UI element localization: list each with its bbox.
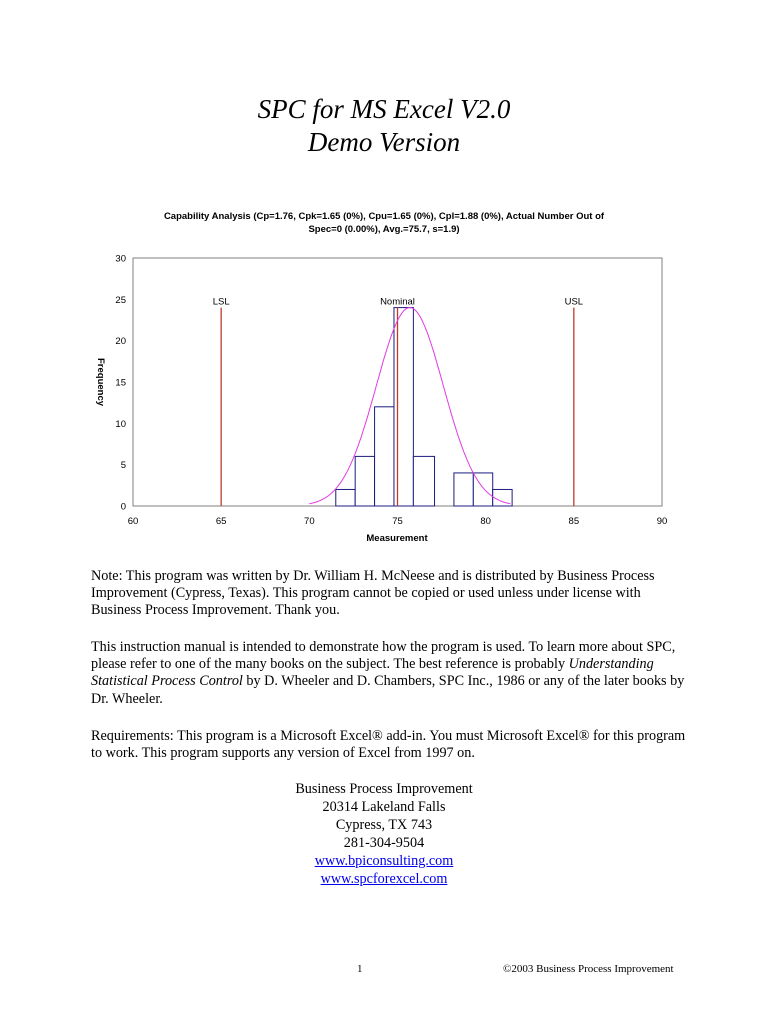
spec-label-lsl: LSL <box>212 296 230 308</box>
y-tick-label: 30 <box>115 253 126 265</box>
document-subtitle: Demo Version <box>307 127 461 157</box>
note-paragraph: Note: This program was written by Dr. William H. McNeese and is distributed by Business Process Improvement (Cypress, Texas). This program cannot be copied or used unless under license with Business Process Improvement. Thank you. <box>91 568 655 619</box>
x-tick-label: 90 <box>656 516 668 527</box>
y-tick-label: 15 <box>115 377 126 389</box>
y-tick-label: 5 <box>120 460 126 472</box>
x-tick-label: 85 <box>568 516 580 527</box>
y-axis-label: Frequency <box>95 357 106 407</box>
spcforexcel-link-row <box>0 871 768 889</box>
street-address: 20314 Lakeland Falls <box>322 799 446 815</box>
city-address: Cypress, TX 743 <box>335 817 433 833</box>
footer-copyright: ©2003 Business Process Improvement <box>503 963 674 975</box>
spcforexcel-link[interactable]: www.spcforexcel.com <box>320 871 448 887</box>
histogram-bar <box>413 456 434 506</box>
instruction-text-end: by D. Wheeler and D. Chambers, SPC Inc., 1986 or any of the later books by Dr. Wheeler. <box>91 673 685 707</box>
spec-label-usl: USL <box>564 296 584 308</box>
book-title: Understanding Statistical Process Control <box>91 656 654 690</box>
x-tick-label: 65 <box>215 516 227 527</box>
y-tick-label: 10 <box>115 418 126 430</box>
x-tick-label: 60 <box>127 516 139 527</box>
document-title: SPC for MS Excel V2.0 <box>257 94 511 124</box>
x-tick-label: 75 <box>392 516 403 527</box>
phone-number: 281-304-9504 <box>343 835 425 851</box>
bpiconsulting-link-row <box>0 853 768 871</box>
histogram-bar <box>336 489 355 506</box>
spec-label-nominal: Nominal <box>380 296 415 308</box>
histogram-bar <box>355 456 374 506</box>
y-tick-label: 25 <box>115 294 126 306</box>
x-axis-label: Measurement <box>366 533 428 544</box>
x-tick-label: 80 <box>480 516 491 527</box>
requirements-paragraph: Requirements: This program is a Microsoft Excel® add-in. You must Microsoft Excel® for this program to work. This program supports any version of Excel from 1997 on. <box>91 728 686 762</box>
y-tick-label: 20 <box>115 336 126 348</box>
histogram-bar <box>454 473 473 506</box>
company-name: Business Process Improvement <box>295 781 473 797</box>
page-number: 1 <box>357 963 363 975</box>
x-tick-label: 70 <box>304 516 315 527</box>
instruction-paragraph <box>91 639 691 708</box>
y-tick-label: 0 <box>120 501 126 513</box>
chart-title-line1: Capability Analysis (Cp=1.76, Cpk=1.65 (0%), Cpu=1.65 (0%), Cpl=1.88 (0%), Actual Number Out of <box>163 211 605 222</box>
bpiconsulting-link[interactable]: www.bpiconsulting.com <box>314 853 454 869</box>
histogram-bar <box>375 407 394 506</box>
instruction-text-start: This instruction manual is intended to demonstrate how the program is used. To learn more about SPC, please refer to one of the many books on the subject. The best reference is probably <box>91 639 676 673</box>
chart-title-line2: Spec=0 (0.00%), Avg.=75.7, s=1.9) <box>308 224 460 235</box>
